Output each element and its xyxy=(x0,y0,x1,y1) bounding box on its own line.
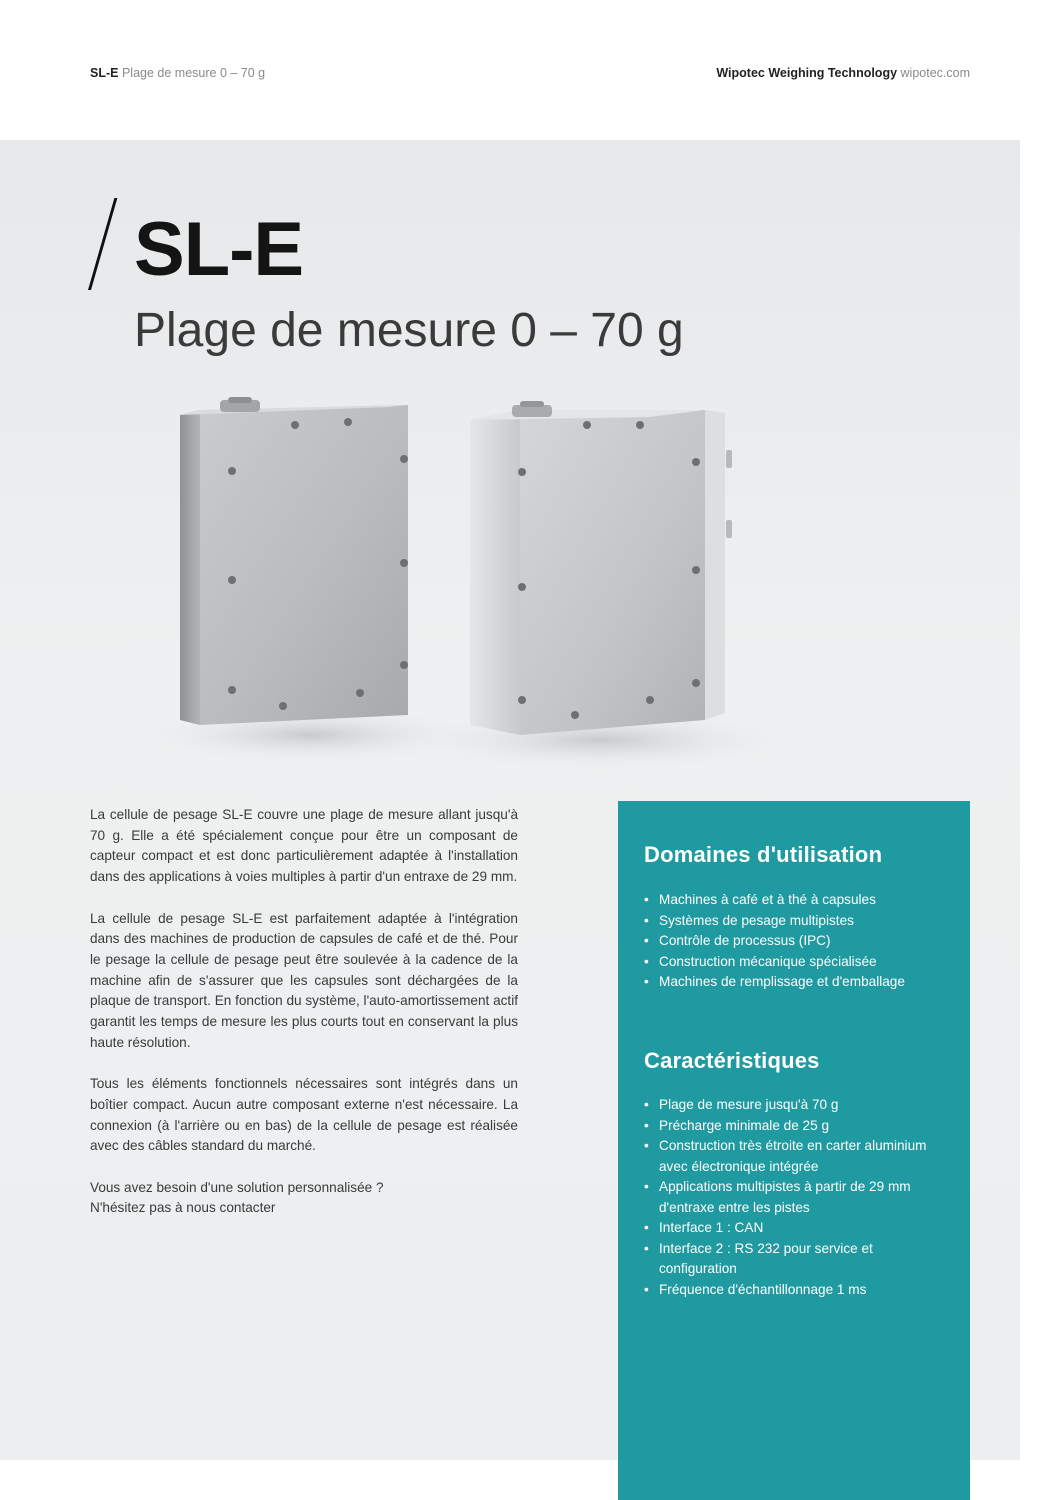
list-item: • Plage de mesure jusqu'à 70 g xyxy=(644,1095,952,1116)
list-item: • Construction très étroite en carter aluminium avec électronique intégrée xyxy=(644,1136,952,1177)
description-paragraph: La cellule de pesage SL-E est parfaitement adaptée à l'intégration dans des machines de production de capsules de café et de thé. Pour le pesage la cellule de pesage peut être soulevée à la cadence de la machine afin de s'assurer que les capsules sont déchargées de la plaque de transport. En fonction du système, l'auto-amortissement actif garantit les temps de mesure les plus courts tout en conservant la plus haute résolution. xyxy=(90,910,518,1050)
load-cell-right xyxy=(470,401,732,735)
list-item: • Contrôle de processus (IPC) xyxy=(644,931,952,952)
domaines-heading: Domaines d'utilisation xyxy=(644,842,883,867)
header-company-name: Wipotec Weighing Technology xyxy=(716,66,898,80)
caracteristiques-heading: Caractéristiques xyxy=(644,1048,820,1073)
description-text xyxy=(90,805,518,1219)
list-item: • Construction mécanique spécialisée xyxy=(644,952,952,973)
list-item: • Interface 2 : RS 232 pour service et configuration xyxy=(644,1239,952,1280)
page-title: SL-E xyxy=(134,207,304,292)
contact-prompt: Vous avez besoin d'une solution personnalisée ? xyxy=(90,1179,384,1195)
load-cell-left xyxy=(180,397,408,725)
header-product-label xyxy=(90,66,265,80)
caracteristiques-list xyxy=(644,1095,952,1300)
description-paragraph: Tous les éléments fonctionnels nécessaires sont intégrés dans un boîtier compact. Aucun autre composant externe n'est nécessaire. La connexion (à l'arrière ou en bas) de la cellule de pesage est réalisée avec des câbles standard du marché. xyxy=(90,1076,518,1154)
list-item: • Fréquence d'échantillonnage 1 ms xyxy=(644,1280,952,1301)
domaines-list xyxy=(644,890,952,993)
header-product-range: Plage de mesure 0 – 70 g xyxy=(121,66,266,80)
page-subtitle: Plage de mesure 0 – 70 g xyxy=(134,304,684,357)
page-header xyxy=(90,66,970,84)
list-item: • Précharge minimale de 25 g xyxy=(644,1116,952,1137)
header-company xyxy=(716,66,970,80)
list-item: • Interface 1 : CAN xyxy=(644,1218,952,1239)
contact-cta: N'hésitez pas à nous contacter xyxy=(90,1200,276,1216)
list-item: • Applications multipistes à partir de 29 mm d'entraxe entre les pistes xyxy=(644,1177,952,1218)
list-item: • Systèmes de pesage multipistes xyxy=(644,911,952,932)
list-item: • Machines à café et à thé à capsules xyxy=(644,890,952,911)
header-product-name: SL-E xyxy=(90,66,119,80)
list-item: • Machines de remplissage et d'emballage xyxy=(644,972,952,993)
product-image xyxy=(150,395,770,795)
header-website-link[interactable]: wipotec.com xyxy=(900,66,970,80)
description-paragraph: La cellule de pesage SL-E couvre une plage de mesure allant jusqu'à 70 g. Elle a été spécialement conçue pour être un composant de capteur compact et est donc particulièrement adaptée à l'installation dans des applications à voies multiples à partir d'un entraxe de 29 mm. xyxy=(90,807,518,885)
info-sidebar xyxy=(618,801,970,1500)
